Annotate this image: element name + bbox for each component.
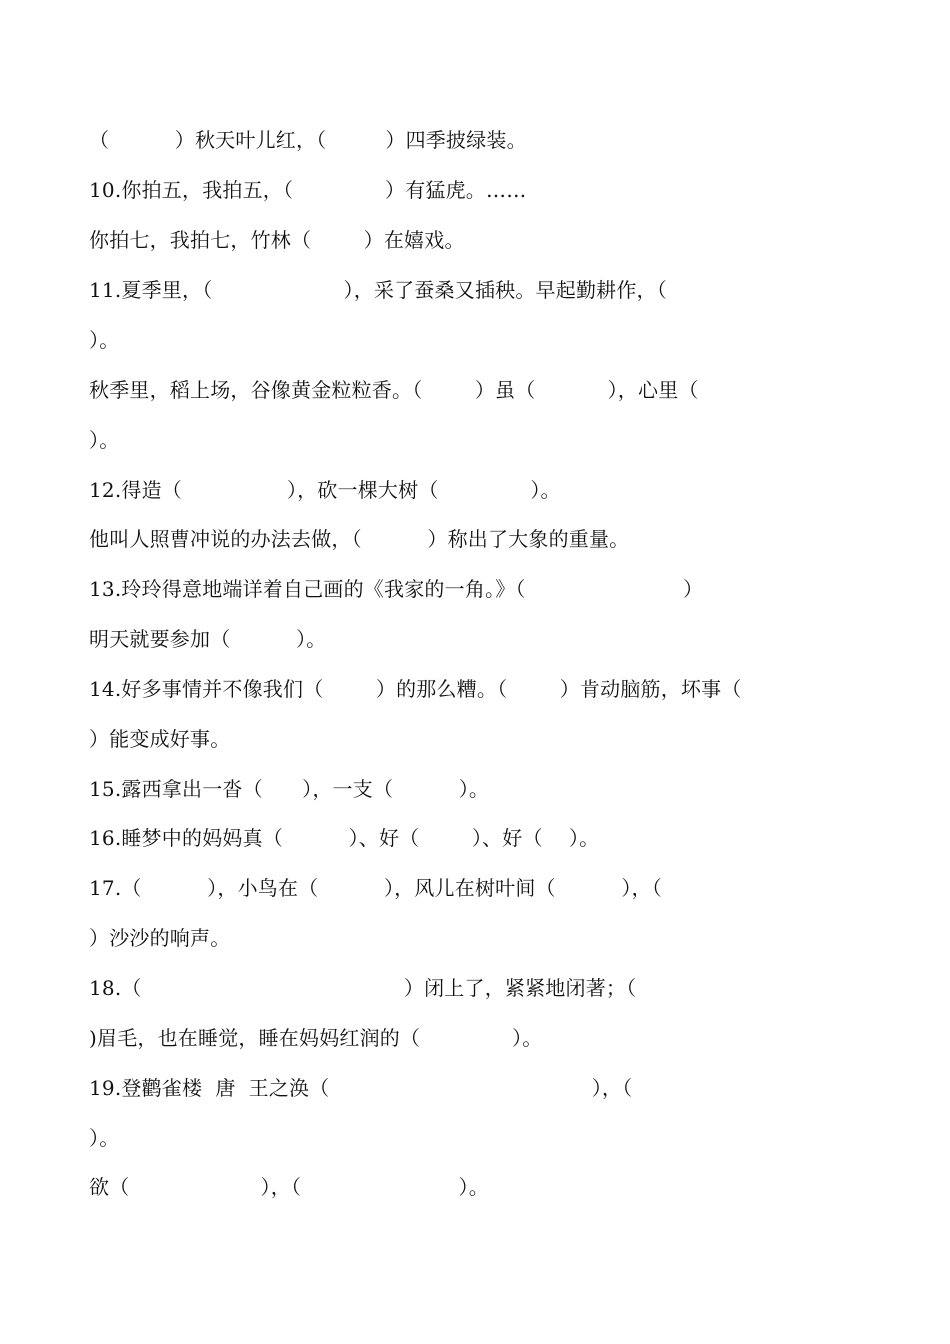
line-q10-b: 你拍七，我拍七，竹林（ ）在嬉戏。 (89, 228, 465, 252)
line-q11-d: ）。 (89, 428, 120, 452)
line-q11-c: 秋季里，稻上场，谷像黄金粒粒香。（ ）虽（ ），心里（ (89, 378, 699, 402)
line-q11-a: 11.夏季里，（ ），采了蚕桑又插秧。早起勤耕作，（ (89, 278, 667, 302)
line-q16: 16.睡梦中的妈妈真（ ）、好（ ）、好（ ）。 (89, 826, 600, 850)
line-q17-b: ）沙沙的响声。 (89, 926, 231, 950)
line-q14-a: 14.好多事情并不像我们（ ）的那么糟。（ ）肯动脑筋，坏事（ (89, 677, 742, 701)
line-q19-a: 19.登鹳雀楼 唐 王之涣（ ），（ (89, 1076, 633, 1100)
line-seasons: （ ）秋天叶儿红，（ ）四季披绿装。 (89, 128, 527, 152)
line-q13-b: 明天就要参加（ ）。 (89, 627, 327, 651)
line-q10-a: 10.你拍五，我拍五，（ ）有猛虎。…… (89, 178, 527, 202)
line-q12-b: 他叫人照曹冲说的办法去做，（ ）称出了大象的重量。 (89, 527, 630, 551)
line-q14-b: ）能变成好事。 (89, 727, 231, 751)
line-q12-a: 12.得造（ ），砍一棵大树（ ）。 (89, 478, 561, 502)
line-q18-a: 18.（ ）闭上了，紧紧地闭著；（ (89, 976, 637, 1000)
line-q19-b: ）。 (89, 1126, 120, 1150)
line-q19-c: 欲（ ），（ ）。 (89, 1175, 489, 1199)
line-q13-a: 13.玲玲得意地端详着自己画的《我家的一角。》（ ） (89, 577, 704, 601)
line-q15: 15.露西拿出一沓（ ），一支（ ）。 (89, 777, 490, 801)
line-q18-b: )眉毛，也在睡觉，睡在妈妈红润的（ ）。 (89, 1026, 543, 1050)
line-q17-a: 17.（ ），小鸟在（ ），风儿在树叶间（ ），（ (89, 876, 662, 900)
line-q11-b: ）。 (89, 328, 120, 352)
